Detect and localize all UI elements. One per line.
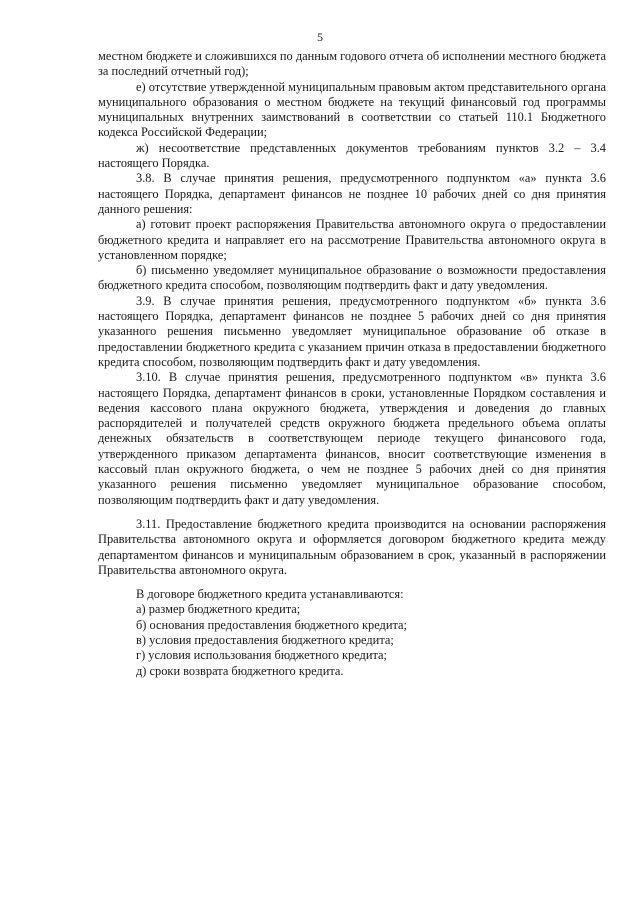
paragraph-item-e: е) отсутствие утвержденной муниципальным правовым актом представительного органа муниципального образования о местном бюджете на текущий финансовый год программы муниципальных внутренних заимствований в соответствии со статьей 110.1 Бюджетного кодекса Российской Федерации; [98, 79, 606, 140]
list-item: г) условия использования бюджетного кредита; [136, 648, 387, 663]
list-item: б) основания предоставления бюджетного кредита; [136, 617, 408, 632]
contract-terms-intro: В договоре бюджетного кредита устанавливаются: [136, 587, 404, 602]
paragraph-3-8: 3.8. В случае принятия решения, предусмотренного подпунктом «а» пункта 3.6 настоящего Порядка, департамент финансов не позднее 10 рабочих дней со дня принятия данного решения: [98, 171, 606, 216]
list-item: в) условия предоставления бюджетного кредита; [136, 632, 394, 647]
list-item: а) размер бюджетного кредита; [136, 602, 301, 617]
paragraph-3-9: 3.9. В случае принятия решения, предусмотренного подпунктом «б» пункта 3.6 настоящего Порядка, департамент финансов не позднее 5 рабочих дней со дня принятия указанного решения письменно уведомляет муниципальное образование об отказе в предоставлении бюджетного кредита с указанием причин отказа в предоставлении бюджетного кредита способом, позволяющим подтвердить факт и дату уведомления. [98, 293, 606, 369]
contract-terms-list [98, 602, 606, 678]
page-number: 5 [317, 30, 323, 44]
paragraph-item-zh: ж) несоответствие представленных документов требованиям пунктов 3.2 – 3.4 настоящего Порядка. [98, 140, 606, 171]
list-item: д) сроки возврата бюджетного кредита. [136, 663, 344, 678]
paragraph-continuation: местном бюджете и сложившихся по данным годового отчета об исполнении местного бюджета за последний отчетный год); [98, 49, 606, 79]
paragraph-3-11: 3.11. Предоставление бюджетного кредита производится на основании распоряжения Правительства автономного округа и оформляется договором бюджетного кредита между департаментом финансов и муниципальным образованием в срок, указанный в распоряжении Правительства автономного округа. [98, 516, 606, 577]
paragraph-3-10: 3.10. В случае принятия решения, предусмотренного подпунктом «в» пункта 3.6 настоящего Порядка, департамент финансов в сроки, установленные Порядком составления и ведения кассового плана окружного бюджета, утверждения и доведения до главных распорядителей и получателей средств окружного бюджета предельного объема оплаты денежных обязательств в соответствующем периоде текущего финансового года, утвержденного приказом департамента финансов, вносит соответствующие изменения в кассовый план окружного бюджета, о чем не позднее 5 рабочих дней со дня принятия указанного решения письменно уведомляет муниципальное образование способом, позволяющим подтвердить факт и дату уведомления. [98, 370, 606, 507]
paragraph-3-8-b: б) письменно уведомляет муниципальное образование о возможности предоставления бюджетного кредита способом, позволяющим подтвердить факт и дату уведомления. [98, 263, 606, 293]
document-body [98, 49, 606, 679]
paragraph-3-8-a: а) готовит проект распоряжения Правительства автономного округа о предоставлении бюджетного кредита и направляет его на рассмотрение Правительства автономного округа в установленном порядке; [98, 217, 606, 262]
